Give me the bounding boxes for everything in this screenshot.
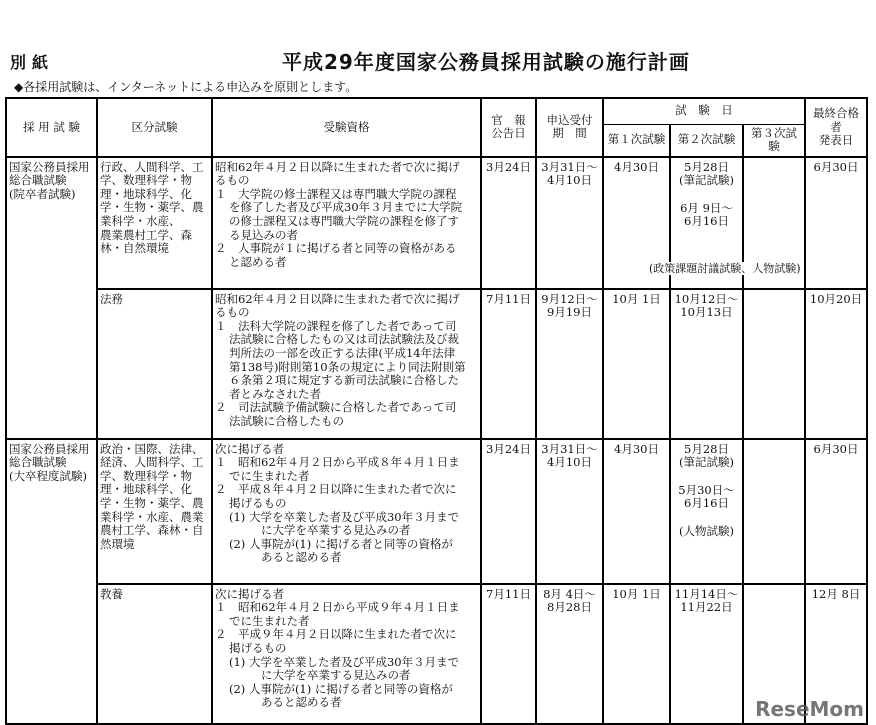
final-announcement-date: 10月20日	[805, 289, 867, 439]
division-cell: 行政、人間科学、工 学、数理科学・物 理・地球科学、化 学・生物・薬学、農 業科学・水産、 農業農村工学、森 林・自然環境	[97, 157, 212, 289]
announce-date: 3月24日	[481, 439, 536, 584]
qualification-line: でに生まれた者	[229, 613, 310, 628]
qualification-line: 第138号)附則第10条の規定により同法附則第	[229, 359, 466, 374]
qualification-line: るもの	[215, 305, 250, 320]
table-row	[6, 289, 867, 439]
qualification-line: １ 昭和62年４月２日から平成９年４月１日ま	[215, 600, 460, 615]
first-exam-date: 4月30日	[603, 439, 670, 584]
division-cell: 教養	[97, 584, 212, 724]
qualification-line: るもの	[215, 173, 250, 188]
application-period	[536, 439, 603, 584]
exam-schedule-table	[5, 97, 868, 725]
qualification-line: あると認める者	[261, 695, 342, 710]
qualification-line: に大学を卒業する見込みの者	[261, 668, 411, 683]
qualification-line: 法試験に合格したもの又は司法試験法及び裁	[229, 332, 459, 347]
qualification-cell	[212, 439, 481, 584]
header-second: 第２次試験	[670, 124, 743, 157]
qualification-line: 判所法の一部を改正する法律(平成14年法律	[229, 346, 456, 361]
second-exam-date-line: 11月14日～	[674, 586, 739, 601]
qualification-line: 掲げるもの	[229, 641, 287, 656]
final-announcement-date: 12月 8日	[805, 584, 867, 724]
qualification-line: と認める者	[229, 254, 287, 269]
qualification-line: る見込みの者	[229, 227, 298, 242]
second-exam-date-line: 5月28日	[684, 159, 729, 174]
final-announcement-date: 6月30日	[805, 157, 867, 289]
qualification-line: を修了した者及び平成30年３月までに大学院	[229, 200, 463, 215]
resemom-watermark: ReseMom	[755, 697, 864, 721]
qualification-line: に大学を卒業する見込みの者	[261, 523, 411, 538]
application-period-line: 9月12日～	[541, 291, 598, 306]
second-exam-date	[670, 289, 743, 439]
qualification-line: １ 法科大学院の課程を修了した者であって司	[215, 318, 457, 333]
second-exam-date	[649, 157, 801, 289]
application-period-line: 4月10日	[547, 173, 592, 188]
application-period-line: 8月28日	[547, 600, 592, 615]
qualification-line: (2) 人事院が(1) に掲げる者と同等の資格が	[229, 536, 453, 551]
first-exam-date: 4月30日	[603, 157, 670, 289]
application-period	[536, 157, 603, 289]
application-period-line: 3月31日～	[541, 441, 598, 456]
table-row	[6, 157, 867, 289]
announce-date: 7月11日	[481, 584, 536, 724]
application-period	[536, 289, 603, 439]
second-exam-date-line: 5月30日～	[678, 482, 735, 497]
qualification-line: ２ 平成９年４月２日以降に生まれた者で次に	[215, 627, 457, 642]
header-division: 区分試験	[97, 98, 212, 157]
second-exam-date	[670, 584, 743, 724]
header-qualification: 受験資格	[212, 98, 481, 157]
announce-date: 3月24日	[481, 157, 536, 289]
table-row	[6, 584, 867, 724]
second-exam-date-line: 6月16日	[684, 214, 729, 229]
page-title: 平成29年度国家公務員採用試験の施行計画	[282, 50, 690, 74]
qualification-line: ２ 司法試験予備試験に合格した者であって司	[215, 400, 457, 415]
second-exam-date-line	[673, 470, 740, 484]
qualification-line: ２ 人事院が１に掲げる者と同等の資格がある	[215, 241, 457, 256]
qualification-line: 次に掲げる者	[215, 586, 284, 601]
announce-date: 7月11日	[481, 289, 536, 439]
second-exam-date-line: 11月22日	[680, 600, 733, 615]
second-exam-date-line	[673, 511, 740, 525]
application-period-line: 3月31日～	[541, 159, 598, 174]
qualification-cell	[212, 157, 481, 289]
second-exam-date-line: 5月28日	[684, 441, 729, 456]
second-exam-date-line: 10月12日～	[674, 291, 739, 306]
qualification-line: (1) 大学を卒業した者及び平成30年３月まで	[229, 654, 460, 669]
header-exam-date: 試 験 日	[603, 98, 805, 124]
qualification-cell	[212, 584, 481, 724]
qualification-line: 昭和62年４月２日以降に生まれた者で次に掲げ	[215, 159, 460, 174]
third-exam-date	[743, 439, 805, 584]
second-exam-note: (政策課題討議試験、人物試験)	[649, 261, 801, 275]
header-exam: 採 用 試 験	[6, 98, 97, 157]
header-announce: 官 報 公告日	[481, 98, 536, 157]
attachment-label: 別紙	[10, 53, 55, 72]
qualification-line: 次に掲げる者	[215, 441, 284, 456]
application-period-line: 8月 4日～	[543, 586, 596, 601]
qualification-line: 掲げるもの	[229, 496, 287, 511]
table-row	[6, 439, 867, 584]
qualification-line: 者とみなされた者	[229, 386, 321, 401]
second-exam-date-line: 10月13日	[680, 305, 733, 320]
application-period-line: 4月10日	[547, 455, 592, 470]
qualification-cell	[212, 289, 481, 439]
second-exam-date-line: 6月16日	[684, 496, 729, 511]
qualification-line: ２ 平成８年４月２日以降に生まれた者で次に	[215, 482, 457, 497]
header-third: 第３次試験	[743, 124, 805, 157]
application-note: ◆各採用試験は、インターネットによる申込みを原則とします。	[14, 80, 358, 94]
application-period-line: 9月19日	[547, 305, 592, 320]
second-exam-date-line: (筆記試験)	[679, 455, 734, 470]
second-exam-date-line: 6月 9日～	[680, 200, 733, 215]
second-exam-date	[670, 439, 743, 584]
first-exam-date: 10月 1日	[603, 289, 670, 439]
qualification-line: あると認める者	[261, 550, 342, 565]
header-final: 最終合格者 発表日	[805, 98, 867, 157]
qualification-line: (2) 人事院が(1) に掲げる者と同等の資格が	[229, 681, 453, 696]
second-exam-date-line	[673, 188, 740, 202]
qualification-line: 昭和62年４月２日以降に生まれた者で次に掲げ	[215, 291, 460, 306]
qualification-line: １ 昭和62年４月２日から平成８年４月１日ま	[215, 455, 460, 470]
division-cell: 政治・国際、法律、 経済、人間科学、工 学、数理科学・物 理・地球科学、化 学・生物・薬学、農 業科学・水産、農業 農村工学、森林・自 然環境	[97, 439, 212, 584]
header-first: 第１次試験	[603, 124, 670, 157]
second-exam-date-line: (人物試験)	[679, 524, 734, 539]
qualification-line: ６条第２項に規定する新司法試験に合格した	[229, 373, 459, 388]
header-application: 申込受付 期 間	[536, 98, 603, 157]
application-period	[536, 584, 603, 724]
qualification-line: 法試験に合格したもの	[229, 414, 344, 429]
exam-name-cell: 国家公務員採用 総合職試験 (大卒程度試験)	[6, 439, 97, 724]
second-exam-date-line: (筆記試験)	[679, 173, 734, 188]
qualification-line: (1) 大学を卒業した者及び平成30年３月まで	[229, 509, 460, 524]
division-cell: 法務	[97, 289, 212, 439]
third-exam-date	[743, 289, 805, 439]
exam-name-cell: 国家公務員採用 総合職試験 (院卒者試験)	[6, 157, 97, 439]
qualification-line: の修士課程又は専門職大学院の課程を修了す	[229, 214, 459, 229]
qualification-line: １ 大学院の修士課程又は専門職大学院の課程	[215, 186, 457, 201]
first-exam-date: 10月 1日	[603, 584, 670, 724]
final-announcement-date: 6月30日	[805, 439, 867, 584]
qualification-line: でに生まれた者	[229, 468, 310, 483]
